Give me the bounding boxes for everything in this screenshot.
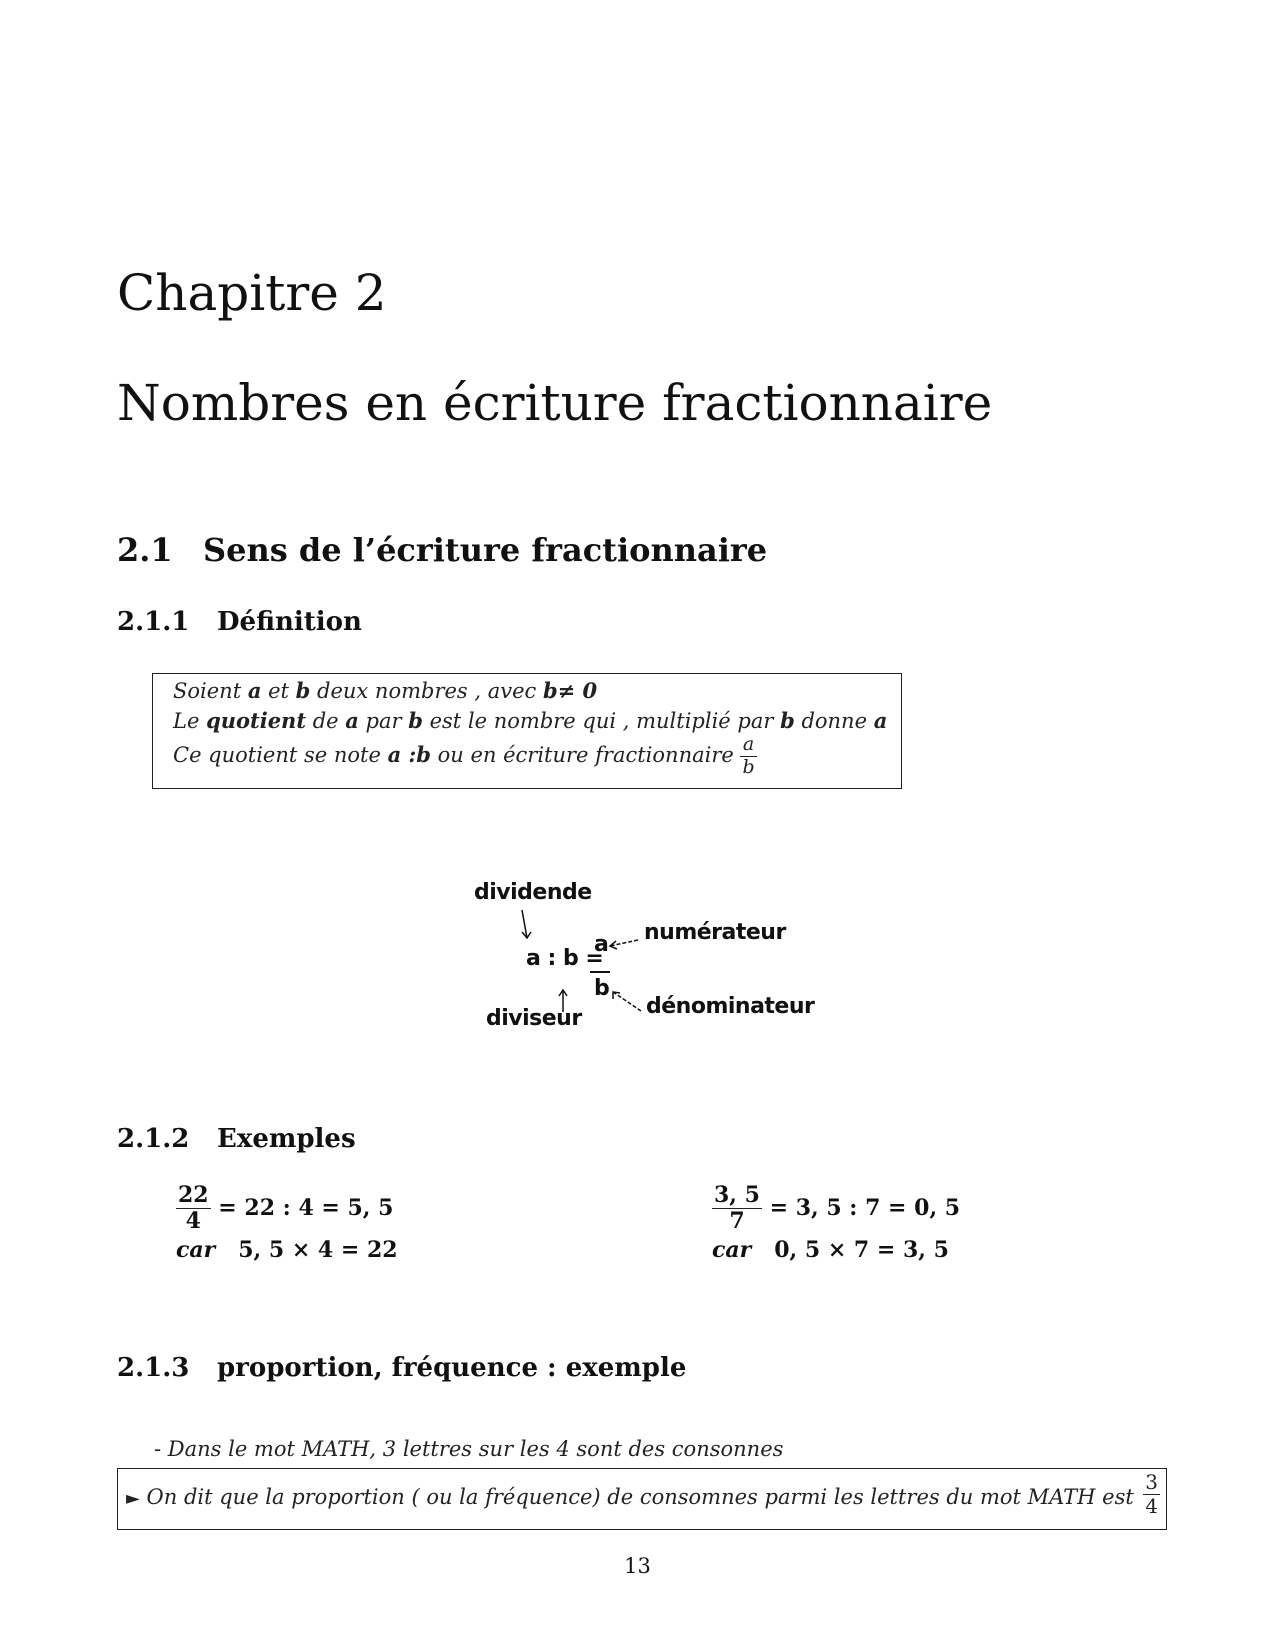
subsection-number: 2.1.1: [117, 607, 190, 637]
definition-line-3: [173, 734, 757, 779]
chapter-title: Nombres en écriture fractionnaire: [117, 374, 993, 432]
example-fraction: [712, 1183, 762, 1235]
subsection-heading-2-1-1: [117, 607, 362, 637]
definition-text: est le nombre qui , multiplié par: [422, 709, 781, 733]
section-number: 2.1: [117, 531, 173, 569]
section-title: Sens de l’écriture fractionnaire: [203, 531, 768, 569]
fraction-numerator: 3: [1145, 1470, 1158, 1494]
definition-text: et: [261, 679, 296, 703]
subsection-title: Exemples: [217, 1124, 356, 1154]
chapter-label: Chapitre 2: [117, 264, 387, 322]
quotient-term: quotient: [206, 708, 307, 733]
variable-b: b: [408, 708, 423, 733]
subsection-title: Définition: [217, 607, 362, 637]
section-heading-2-1: [117, 531, 767, 569]
page-number: 13: [624, 1554, 651, 1578]
proof-text: 5, 5 × 4 = 22: [238, 1236, 398, 1263]
subsection-number: 2.1.3: [117, 1353, 190, 1383]
label-denominator-symbol: b: [594, 976, 610, 1001]
definition-text: par: [358, 709, 409, 733]
proportion-fraction: [1143, 1471, 1160, 1518]
definition-text: deux nombres , avec: [310, 679, 543, 703]
definition-line-2: [173, 708, 887, 733]
definition-text: donne: [794, 709, 874, 733]
fraction-denominator: 4: [185, 1208, 201, 1235]
bullet-icon: ►: [126, 1488, 140, 1509]
variable-b: b: [295, 678, 311, 703]
variable-a: a: [873, 708, 888, 733]
fraction-denominator: 4: [1145, 1494, 1158, 1518]
definition-text: ou en écriture fractionnaire: [430, 742, 741, 767]
example-fraction: [176, 1183, 211, 1235]
example-equation: [712, 1183, 960, 1235]
proportion-statement: On dit que la proportion ( ou la fréquence) de consomnes parmi les lettres du mot MATH est: [146, 1485, 1134, 1509]
fraction-numerator: 3, 5: [714, 1182, 760, 1208]
proportion-fraction-wrap: [1143, 1471, 1160, 1518]
definition-text: de: [306, 709, 346, 733]
condition: b≠ 0: [542, 678, 598, 703]
arrow-denominateur: [613, 992, 641, 1011]
equation-text: = 3, 5 : 7 = 0, 5: [769, 1194, 961, 1221]
label-dividende: dividende: [474, 880, 592, 905]
proportion-intro: - Dans le mot MATH, 3 lettres sur les 4 sont des consonnes: [154, 1437, 784, 1461]
fraction-a-over-b: [740, 734, 756, 779]
subsection-title: proportion, fréquence : exemple: [217, 1353, 687, 1383]
subsection-number: 2.1.2: [117, 1124, 190, 1154]
definition-box: [152, 673, 902, 789]
proportion-box: [117, 1468, 1167, 1530]
quotient-notation: a :b: [387, 741, 431, 767]
definition-line-1: [173, 678, 597, 703]
definition-text: Soient: [173, 679, 248, 703]
equation-text: = 22 : 4 = 5, 5: [218, 1194, 394, 1221]
fraction-denominator: b: [742, 755, 755, 778]
label-numerateur: numérateur: [644, 920, 786, 945]
label-diviseur: diviseur: [486, 1006, 582, 1031]
definition-text: Le: [173, 709, 207, 733]
example-proof: [176, 1237, 398, 1263]
label-denominateur: dénominateur: [646, 994, 815, 1019]
car-keyword: car: [176, 1236, 216, 1263]
example-proof: [712, 1237, 960, 1263]
subsection-heading-2-1-3: [117, 1353, 686, 1383]
fraction-terminology-diagram: [470, 880, 830, 1040]
fraction-numerator: 22: [178, 1182, 209, 1208]
proportion-line: [126, 1485, 1134, 1509]
example-2: [712, 1183, 960, 1263]
proof-text: 0, 5 × 7 = 3, 5: [774, 1236, 949, 1263]
car-keyword: car: [712, 1236, 752, 1263]
variable-a: a: [345, 708, 359, 733]
fraction-denominator: 7: [729, 1208, 745, 1235]
label-numerator-symbol: a: [594, 932, 609, 957]
example-1: [176, 1183, 398, 1263]
subsection-heading-2-1-2: [117, 1124, 356, 1154]
label-expression: a : b =: [526, 946, 604, 971]
definition-text: Ce quotient se note: [173, 742, 388, 767]
variable-a: a: [247, 678, 262, 703]
variable-b: b: [780, 708, 795, 733]
fraction-numerator: a: [740, 734, 756, 757]
example-equation: [176, 1183, 398, 1235]
